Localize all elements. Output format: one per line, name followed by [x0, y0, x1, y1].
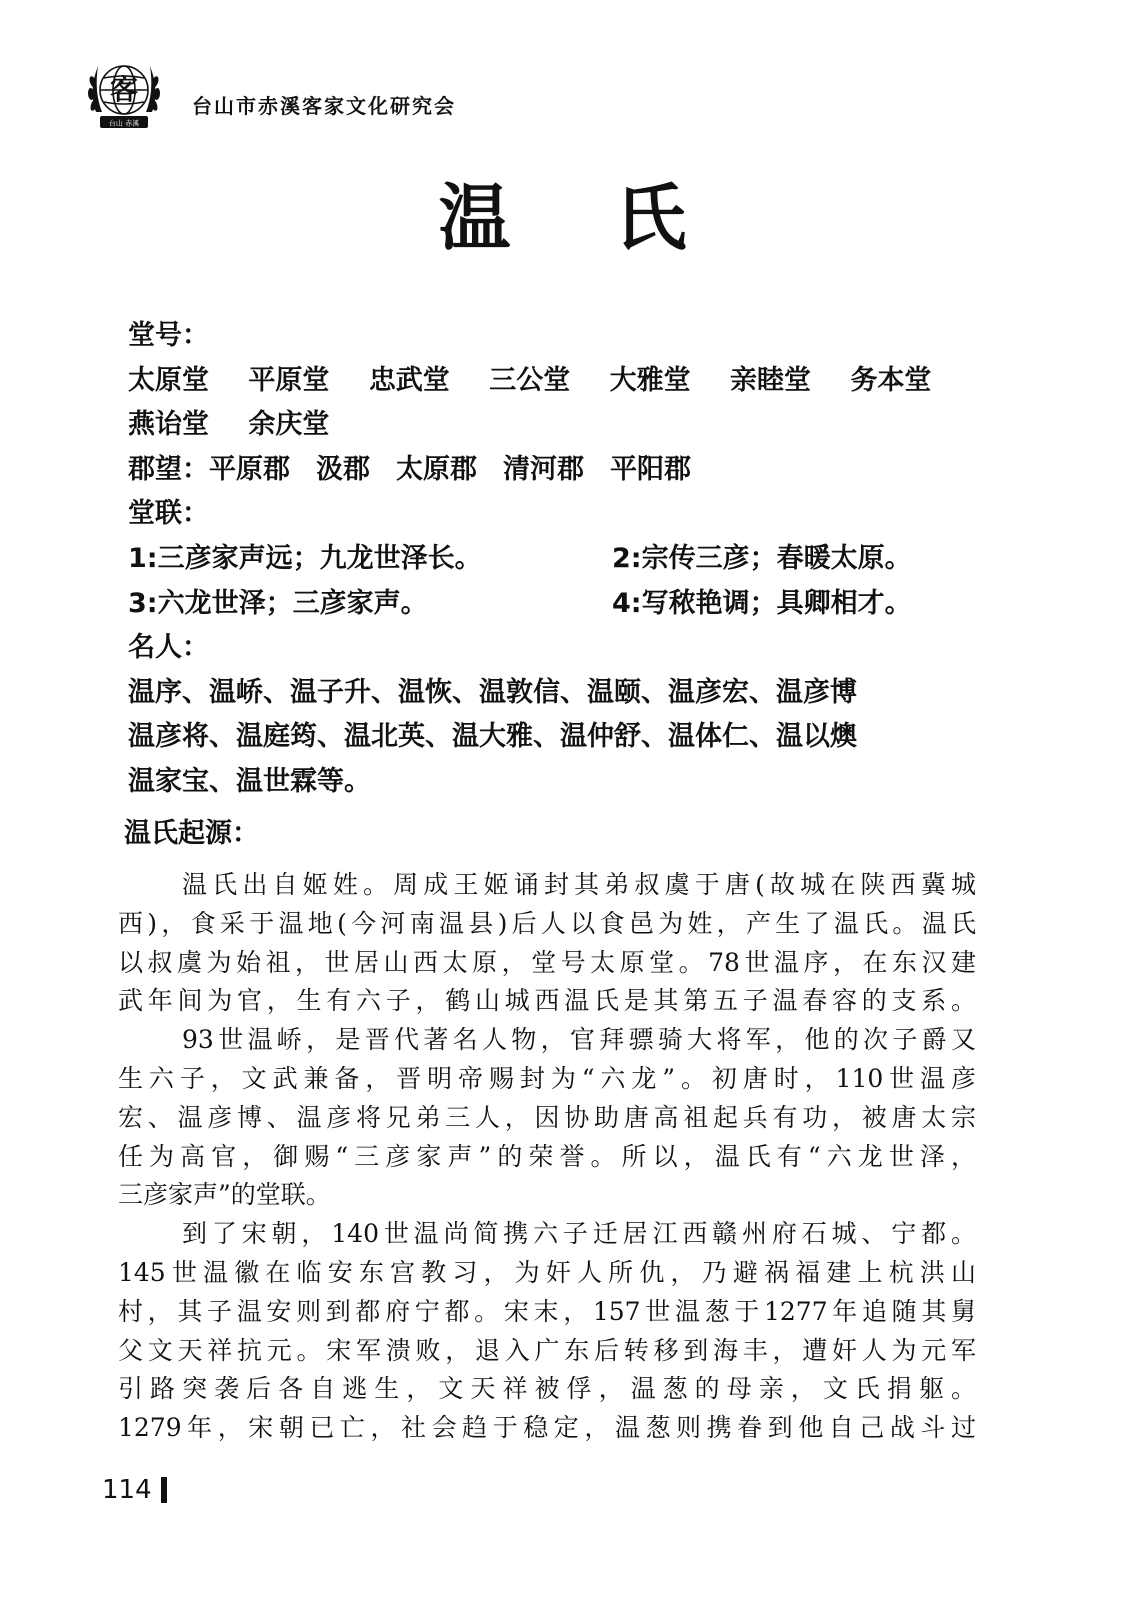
body-line: 到了宋朝，140世温尚简携六子迁居江西赣州府石城、宁都。 [182, 1219, 976, 1249]
page-number: 114 [102, 1475, 152, 1505]
organization-name: 台山市赤溪客家文化研究会 [192, 94, 456, 118]
junwang-line [128, 448, 1008, 493]
page-title [0, 168, 1125, 268]
svg-text:台山 赤溪: 台山 赤溪 [108, 119, 140, 128]
couplet-row-1 [128, 537, 1008, 582]
origin-body-text [118, 866, 976, 1448]
hall-name: 平原堂 [248, 364, 330, 396]
svg-text:客: 客 [109, 73, 139, 106]
celebrity-line: 温彦将、温庭筠、温北英、温大雅、温仲舒、温体仁、温以燠 [128, 721, 857, 753]
body-line: 145世温徽在临安东宫教习，为奸人所仇，乃避祸福建上杭洪山 [118, 1257, 976, 1287]
junwang-name: 清河郡 [503, 453, 584, 485]
hall-name: 大雅堂 [609, 364, 691, 396]
hall-name: 三公堂 [489, 364, 571, 396]
hall-name: 亲睦堂 [730, 364, 812, 396]
clan-info-block [128, 314, 1008, 805]
body-line: 父文天祥抗元。宋军溃败，退入广东后转移到海丰，遭奸人为元军 [118, 1335, 976, 1365]
body-line: 93世温峤，是晋代著名人物，官拜骠骑大将军，他的次子爵又 [182, 1025, 976, 1055]
hall-name: 余庆堂 [248, 409, 330, 441]
title-char-1: 温 [438, 175, 511, 260]
couplet: 3:六龙世泽；三彦家声。 [128, 587, 428, 619]
couplet: 1:三彦家声远；九龙世泽长。 [128, 542, 482, 574]
halls-line-1 [128, 359, 1008, 404]
body-line: 温氏出自姬姓。周成王姬诵封其弟叔虞于唐(故城在陕西冀城 [182, 870, 976, 899]
celebrity-line: 温序、温峤、温子升、温恢、温敦信、温颐、温彦宏、温彦博 [128, 676, 857, 708]
body-line: 任为高官，御赐“三彦家声”的荣誉。所以，温氏有“六龙世泽， [118, 1141, 976, 1171]
celebrity-label: 名人： [128, 632, 209, 664]
couplet: 4:写秾艳调；具卿相才。 [612, 587, 912, 619]
origin-label: 温氏起源： [124, 818, 259, 849]
title-char-2: 氏 [614, 175, 687, 260]
junwang-name: 汲郡 [316, 453, 370, 485]
hall-name: 燕诒堂 [128, 409, 209, 441]
body-line: 武年间为官，生有六子，鹤山城西温氏是其第五子温春容的支系。 [118, 986, 976, 1016]
body-line: 以叔虞为始祖，世居山西太原，堂号太原堂。78世温序，在东汉建 [118, 947, 976, 977]
halls-line-2 [128, 403, 1008, 448]
hall-name: 务本堂 [850, 364, 932, 396]
junwang-label: 郡望： [128, 453, 209, 485]
junwang-name: 平原郡 [209, 453, 290, 485]
couplet-row-2 [128, 582, 1008, 627]
page-number-bar [161, 1477, 167, 1503]
couplet: 2:宗传三彦；春暖太原。 [612, 542, 912, 574]
body-line: 1279年，宋朝已亡，社会趋于稳定，温葱则携眷到他自己战斗过 [118, 1413, 976, 1443]
body-line: 三彦家声”的堂联。 [118, 1180, 331, 1210]
wreath-globe-emblem-icon [82, 52, 166, 136]
junwang-name: 平阳郡 [610, 453, 691, 485]
hall-label: 堂号： [128, 320, 209, 351]
body-line: 生六子，文武兼备，晋明帝赐封为“六龙”。初唐时，110世温彦 [118, 1063, 976, 1093]
body-line: 引路突袭后各自逃生，文天祥被俘，温葱的母亲，文氏捐躯。 [118, 1374, 976, 1404]
junwang-name: 太原郡 [396, 453, 477, 485]
hall-name: 太原堂 [128, 364, 209, 396]
body-line: 西)，食采于温地(今河南温县)后人以食邑为姓，产生了温氏。温氏 [118, 908, 976, 938]
body-line: 宏、温彦博、温彦将兄弟三人，因协助唐高祖起兵有功，被唐太宗 [118, 1102, 976, 1132]
hall-name: 忠武堂 [368, 364, 450, 396]
couplet-label: 堂联： [128, 498, 209, 530]
celebrity-line: 温家宝、温世霖等。 [128, 765, 371, 797]
body-line: 村，其子温安则到都府宁都。宋末，157世温葱于1277年追随其舅 [118, 1296, 976, 1326]
